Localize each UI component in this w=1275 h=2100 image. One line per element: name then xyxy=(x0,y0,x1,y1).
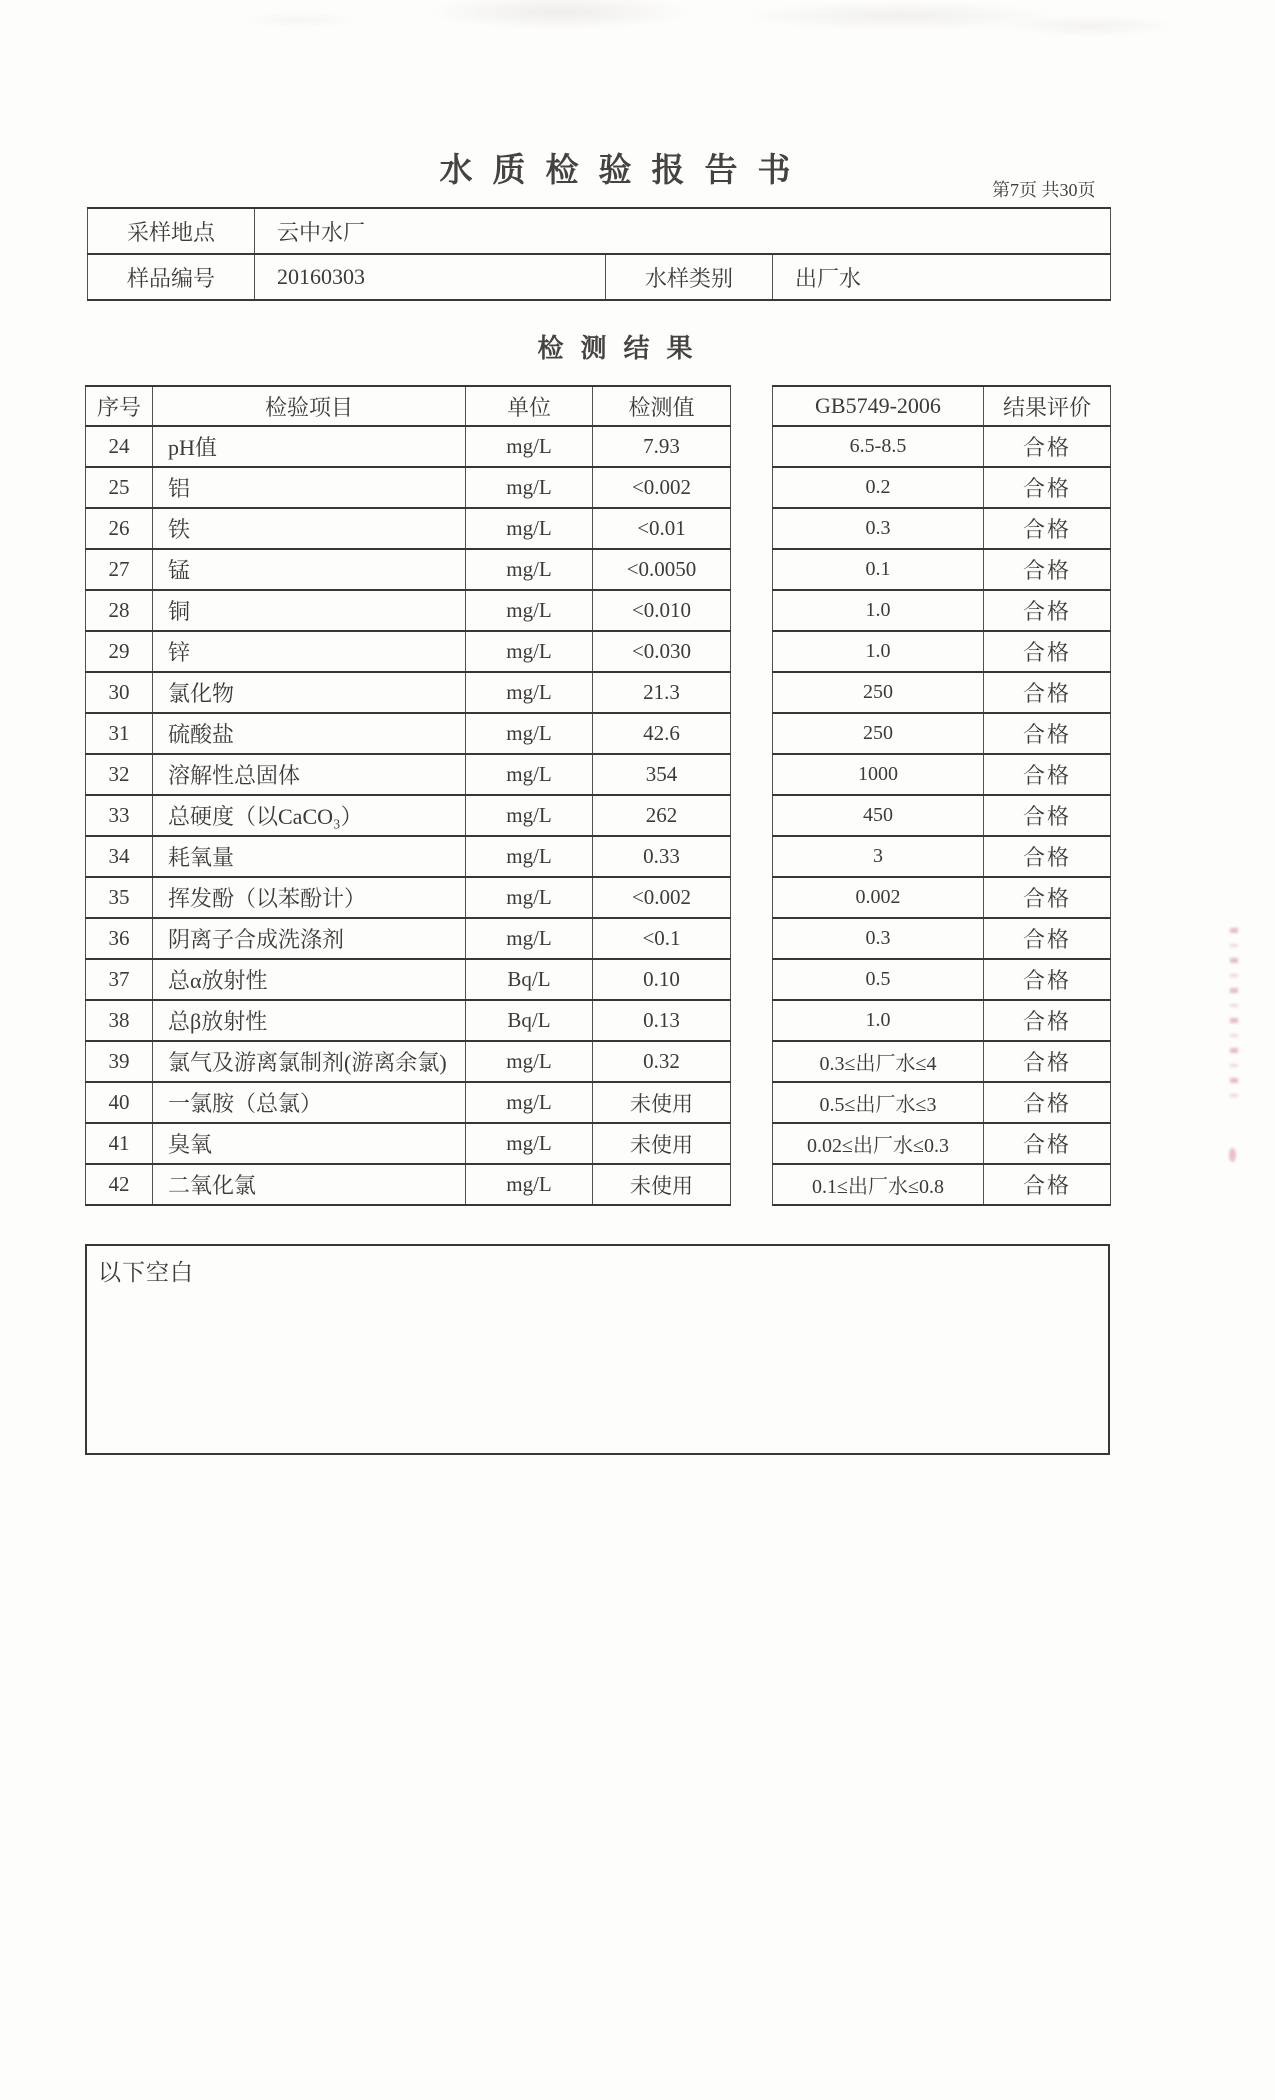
table-row xyxy=(86,549,731,590)
seq-cell: 29 xyxy=(86,631,153,672)
unit-cell: mg/L xyxy=(466,1041,593,1082)
result-cell: 合格 xyxy=(984,1123,1111,1164)
value-cell: <0.030 xyxy=(593,631,731,672)
seq-cell: 34 xyxy=(86,836,153,877)
seq-cell: 25 xyxy=(86,467,153,508)
unit-cell: Bq/L xyxy=(466,1000,593,1041)
item-cell: 一氯胺（总氯） xyxy=(153,1082,466,1123)
result-cell: 合格 xyxy=(984,426,1111,467)
table-row xyxy=(86,590,731,631)
seq-cell: 27 xyxy=(86,549,153,590)
item-cell: 铁 xyxy=(153,508,466,549)
unit-cell: mg/L xyxy=(466,467,593,508)
table-row xyxy=(773,1082,1111,1123)
standard-cell: 0.2 xyxy=(773,467,984,508)
table-row xyxy=(773,590,1111,631)
unit-cell: mg/L xyxy=(466,795,593,836)
item-cell: pH值 xyxy=(153,426,466,467)
table-row xyxy=(86,1164,731,1205)
section-title: 检测结果 xyxy=(537,334,710,363)
table-row xyxy=(86,918,731,959)
result-cell: 合格 xyxy=(984,467,1111,508)
sample-location-label: 采样地点 xyxy=(88,208,255,254)
value-cell: 7.93 xyxy=(593,426,731,467)
unit-cell: mg/L xyxy=(466,1123,593,1164)
result-cell: 合格 xyxy=(984,672,1111,713)
table-row xyxy=(86,426,731,467)
value-cell: 21.3 xyxy=(593,672,731,713)
item-cell: 铝 xyxy=(153,467,466,508)
table-row xyxy=(773,836,1111,877)
unit-cell: mg/L xyxy=(466,426,593,467)
standard-cell: 0.5 xyxy=(773,959,984,1000)
item-cell: 溶解性总固体 xyxy=(153,754,466,795)
results-table-right xyxy=(772,385,1111,1206)
seq-cell: 33 xyxy=(86,795,153,836)
standard-cell: 0.3 xyxy=(773,508,984,549)
table-row xyxy=(86,713,731,754)
value-cell: <0.002 xyxy=(593,877,731,918)
sample-info-table xyxy=(87,207,1111,301)
standard-cell: 0.1 xyxy=(773,549,984,590)
result-cell: 合格 xyxy=(984,508,1111,549)
standard-cell: 6.5-8.5 xyxy=(773,426,984,467)
seq-cell: 32 xyxy=(86,754,153,795)
document-title: 水质检验报告书 xyxy=(439,153,811,189)
value-cell: 0.10 xyxy=(593,959,731,1000)
table-row xyxy=(86,672,731,713)
table-row xyxy=(86,1082,731,1123)
table-row xyxy=(773,631,1111,672)
table-row xyxy=(773,877,1111,918)
table-row xyxy=(773,754,1111,795)
table-row xyxy=(86,508,731,549)
ink-bleed-mark xyxy=(1230,928,1238,1108)
header-standard: GB5749-2006 xyxy=(773,386,984,426)
result-cell: 合格 xyxy=(984,918,1111,959)
page-number: 第7页 共30页 xyxy=(992,180,1096,200)
item-cell: 臭氧 xyxy=(153,1123,466,1164)
unit-cell: mg/L xyxy=(466,1082,593,1123)
table-row xyxy=(86,467,731,508)
sample-location-row xyxy=(88,208,1111,254)
seq-cell: 26 xyxy=(86,508,153,549)
value-cell: <0.002 xyxy=(593,467,731,508)
table-row xyxy=(773,713,1111,754)
value-cell: 未使用 xyxy=(593,1082,731,1123)
table-row xyxy=(86,959,731,1000)
table-row xyxy=(86,795,731,836)
value-cell: <0.1 xyxy=(593,918,731,959)
standard-cell: 0.3 xyxy=(773,918,984,959)
table-row xyxy=(773,672,1111,713)
value-cell: 262 xyxy=(593,795,731,836)
table-row xyxy=(773,426,1111,467)
result-cell: 合格 xyxy=(984,1082,1111,1123)
seq-cell: 39 xyxy=(86,1041,153,1082)
blank-remainder-note: 以下空白 xyxy=(98,1260,194,1285)
item-cell: 总α放射性 xyxy=(153,959,466,1000)
seq-cell: 35 xyxy=(86,877,153,918)
sample-number-value: 20160303 xyxy=(255,254,606,300)
seq-cell: 30 xyxy=(86,672,153,713)
unit-cell: mg/L xyxy=(466,631,593,672)
value-cell: <0.01 xyxy=(593,508,731,549)
item-cell: 铜 xyxy=(153,590,466,631)
seq-cell: 24 xyxy=(86,426,153,467)
value-cell: <0.010 xyxy=(593,590,731,631)
standard-cell: 1.0 xyxy=(773,1000,984,1041)
result-cell: 合格 xyxy=(984,713,1111,754)
item-cell: 锰 xyxy=(153,549,466,590)
header-result: 结果评价 xyxy=(984,386,1111,426)
result-cell: 合格 xyxy=(984,795,1111,836)
result-cell: 合格 xyxy=(984,1164,1111,1205)
seq-cell: 38 xyxy=(86,1000,153,1041)
header-value: 检测值 xyxy=(593,386,731,426)
standard-cell: 0.002 xyxy=(773,877,984,918)
header-item: 检验项目 xyxy=(153,386,466,426)
results-header-row xyxy=(86,386,731,426)
item-cell: 挥发酚（以苯酚计） xyxy=(153,877,466,918)
unit-cell: mg/L xyxy=(466,590,593,631)
item-cell: 阴离子合成洗涤剂 xyxy=(153,918,466,959)
water-type-label: 水样类别 xyxy=(606,254,773,300)
standard-cell: 0.1≤出厂水≤0.8 xyxy=(773,1164,984,1205)
standard-cell: 0.3≤出厂水≤4 xyxy=(773,1041,984,1082)
table-row xyxy=(773,1041,1111,1082)
unit-cell: mg/L xyxy=(466,877,593,918)
item-cell: 硫酸盐 xyxy=(153,713,466,754)
result-cell: 合格 xyxy=(984,877,1111,918)
result-cell: 合格 xyxy=(984,1041,1111,1082)
unit-cell: Bq/L xyxy=(466,959,593,1000)
result-cell: 合格 xyxy=(984,631,1111,672)
seq-cell: 42 xyxy=(86,1164,153,1205)
table-row xyxy=(86,836,731,877)
sample-location-value: 云中水厂 xyxy=(255,208,1111,254)
item-cell: 总β放射性 xyxy=(153,1000,466,1041)
seq-cell: 28 xyxy=(86,590,153,631)
item-cell: 锌 xyxy=(153,631,466,672)
item-cell: 总硬度（以CaCO₃） xyxy=(153,795,466,836)
result-cell: 合格 xyxy=(984,590,1111,631)
table-row xyxy=(773,508,1111,549)
results-header-row-right xyxy=(773,386,1111,426)
standard-cell: 1.0 xyxy=(773,631,984,672)
table-row xyxy=(86,877,731,918)
table-row xyxy=(86,1000,731,1041)
result-cell: 合格 xyxy=(984,836,1111,877)
unit-cell: mg/L xyxy=(466,754,593,795)
table-row xyxy=(86,1041,731,1082)
sample-number-label: 样品编号 xyxy=(88,254,255,300)
seq-cell: 40 xyxy=(86,1082,153,1123)
item-cell: 氯气及游离氯制剂(游离余氯) xyxy=(153,1041,466,1082)
results-table-left xyxy=(85,385,731,1206)
unit-cell: mg/L xyxy=(466,508,593,549)
sample-number-row xyxy=(88,254,1111,300)
seq-cell: 36 xyxy=(86,918,153,959)
blank-remainder-box xyxy=(85,1244,1110,1455)
table-row xyxy=(773,549,1111,590)
value-cell: 0.13 xyxy=(593,1000,731,1041)
seq-cell: 31 xyxy=(86,713,153,754)
table-row xyxy=(773,795,1111,836)
header-unit: 单位 xyxy=(466,386,593,426)
table-row xyxy=(773,918,1111,959)
result-cell: 合格 xyxy=(984,959,1111,1000)
standard-cell: 3 xyxy=(773,836,984,877)
header-seq: 序号 xyxy=(86,386,153,426)
seq-cell: 41 xyxy=(86,1123,153,1164)
standard-cell: 450 xyxy=(773,795,984,836)
table-row xyxy=(773,1164,1111,1205)
result-cell: 合格 xyxy=(984,754,1111,795)
standard-cell: 0.5≤出厂水≤3 xyxy=(773,1082,984,1123)
table-row xyxy=(86,631,731,672)
result-cell: 合格 xyxy=(984,549,1111,590)
item-cell: 耗氧量 xyxy=(153,836,466,877)
table-row xyxy=(86,754,731,795)
standard-cell: 1000 xyxy=(773,754,984,795)
unit-cell: mg/L xyxy=(466,713,593,754)
table-row xyxy=(86,1123,731,1164)
table-row xyxy=(773,1000,1111,1041)
unit-cell: mg/L xyxy=(466,836,593,877)
unit-cell: mg/L xyxy=(466,918,593,959)
item-cell: 二氧化氯 xyxy=(153,1164,466,1205)
seq-cell: 37 xyxy=(86,959,153,1000)
standard-cell: 250 xyxy=(773,713,984,754)
ink-bleed-dot xyxy=(1229,1148,1236,1162)
value-cell: 354 xyxy=(593,754,731,795)
table-row xyxy=(773,1123,1111,1164)
table-row xyxy=(773,467,1111,508)
value-cell: 0.32 xyxy=(593,1041,731,1082)
unit-cell: mg/L xyxy=(466,1164,593,1205)
value-cell: <0.0050 xyxy=(593,549,731,590)
value-cell: 0.33 xyxy=(593,836,731,877)
water-type-value: 出厂水 xyxy=(773,254,1111,300)
table-row xyxy=(773,959,1111,1000)
unit-cell: mg/L xyxy=(466,672,593,713)
standard-cell: 0.02≤出厂水≤0.3 xyxy=(773,1123,984,1164)
result-cell: 合格 xyxy=(984,1000,1111,1041)
value-cell: 未使用 xyxy=(593,1164,731,1205)
item-cell: 氯化物 xyxy=(153,672,466,713)
unit-cell: mg/L xyxy=(466,549,593,590)
value-cell: 42.6 xyxy=(593,713,731,754)
standard-cell: 1.0 xyxy=(773,590,984,631)
standard-cell: 250 xyxy=(773,672,984,713)
value-cell: 未使用 xyxy=(593,1123,731,1164)
